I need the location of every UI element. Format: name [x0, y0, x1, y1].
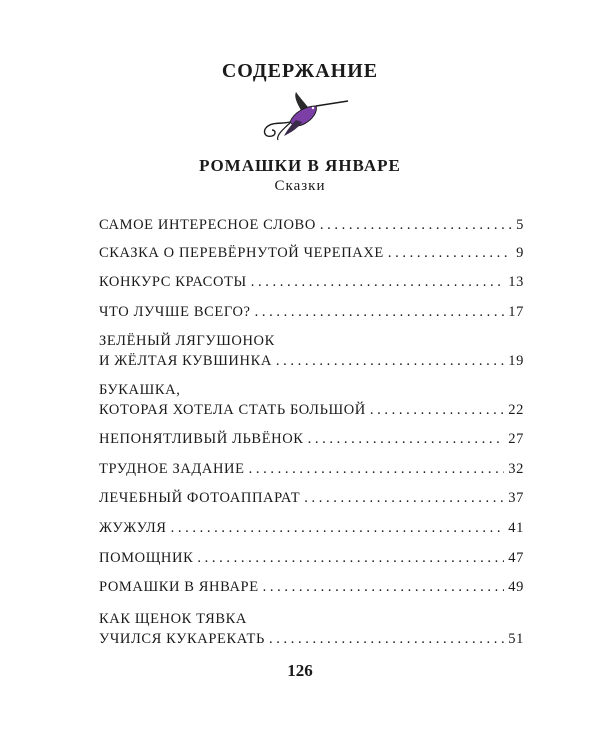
entry-page: 13 — [508, 274, 524, 290]
entry-title: БУКАШКА, — [99, 382, 181, 398]
toc-entry[interactable] — [99, 272, 524, 292]
toc-entry[interactable] — [99, 331, 524, 371]
contents-heading: СОДЕРЖАНИЕ — [221, 60, 379, 82]
entry-title: ЗЕЛЁНЫЙ ЛЯГУШОНОК — [99, 333, 275, 349]
entry-page: 47 — [508, 550, 524, 566]
entry-page: 51 — [508, 631, 524, 647]
entry-title: КОТОРАЯ ХОТЕЛА СТАТЬ БОЛЬШОЙ — [99, 402, 366, 418]
entry-title: КАК ЩЕНОК ТЯВКА — [99, 611, 247, 627]
entry-title: И ЖЁЛТАЯ КУВШИНКА — [99, 353, 272, 369]
entry-title: ТРУДНОЕ ЗАДАНИЕ — [99, 461, 245, 477]
section-title: РОМАШКИ В ЯНВАРЕ — [199, 156, 401, 175]
entry-title: КОНКУРС КРАСОТЫ — [99, 274, 247, 290]
toc-entry[interactable] — [99, 302, 524, 322]
toc-entry[interactable] — [99, 609, 524, 649]
toc-entry[interactable] — [99, 380, 524, 420]
hummingbird-icon — [256, 92, 352, 144]
entry-page: 9 — [516, 245, 524, 261]
toc-entry[interactable] — [99, 243, 524, 263]
toc-entry[interactable] — [99, 215, 524, 235]
entry-title: ЖУЖУЛЯ — [99, 520, 167, 536]
entry-page: 49 — [508, 579, 524, 595]
toc-entry[interactable] — [99, 429, 524, 449]
entry-page: 22 — [508, 402, 524, 418]
entry-title: НЕПОНЯТЛИВЫЙ ЛЬВЁНОК — [99, 431, 304, 447]
entry-page: 41 — [508, 520, 524, 536]
toc-entry[interactable] — [99, 459, 524, 479]
entry-title: САМОЕ ИНТЕРЕСНОЕ СЛОВО — [99, 217, 316, 233]
toc-entry[interactable] — [99, 548, 524, 568]
toc-entry[interactable] — [99, 518, 524, 538]
entry-page: 37 — [508, 490, 524, 506]
entry-title: УЧИЛСЯ КУКАРЕКАТЬ — [99, 631, 265, 647]
toc-entry[interactable] — [99, 488, 524, 508]
entry-page: 5 — [516, 217, 524, 233]
entry-title: ЧТО ЛУЧШЕ ВСЕГО? — [99, 304, 251, 320]
entry-title: СКАЗКА О ПЕРЕВЁРНУТОЙ ЧЕРЕПАХЕ — [99, 245, 384, 261]
entry-page: 32 — [508, 461, 524, 477]
entry-title: ПОМОЩНИК — [99, 550, 194, 566]
entry-page: 17 — [508, 304, 524, 320]
section-subtitle: Сказки — [274, 178, 326, 194]
toc-entry[interactable] — [99, 577, 524, 597]
page-number: 126 — [287, 661, 313, 680]
entry-title: РОМАШКИ В ЯНВАРЕ — [99, 579, 259, 595]
entry-title: ЛЕЧЕБНЫЙ ФОТОАППАРАТ — [99, 490, 301, 506]
entry-page: 27 — [508, 431, 524, 447]
entry-page: 19 — [508, 353, 524, 369]
